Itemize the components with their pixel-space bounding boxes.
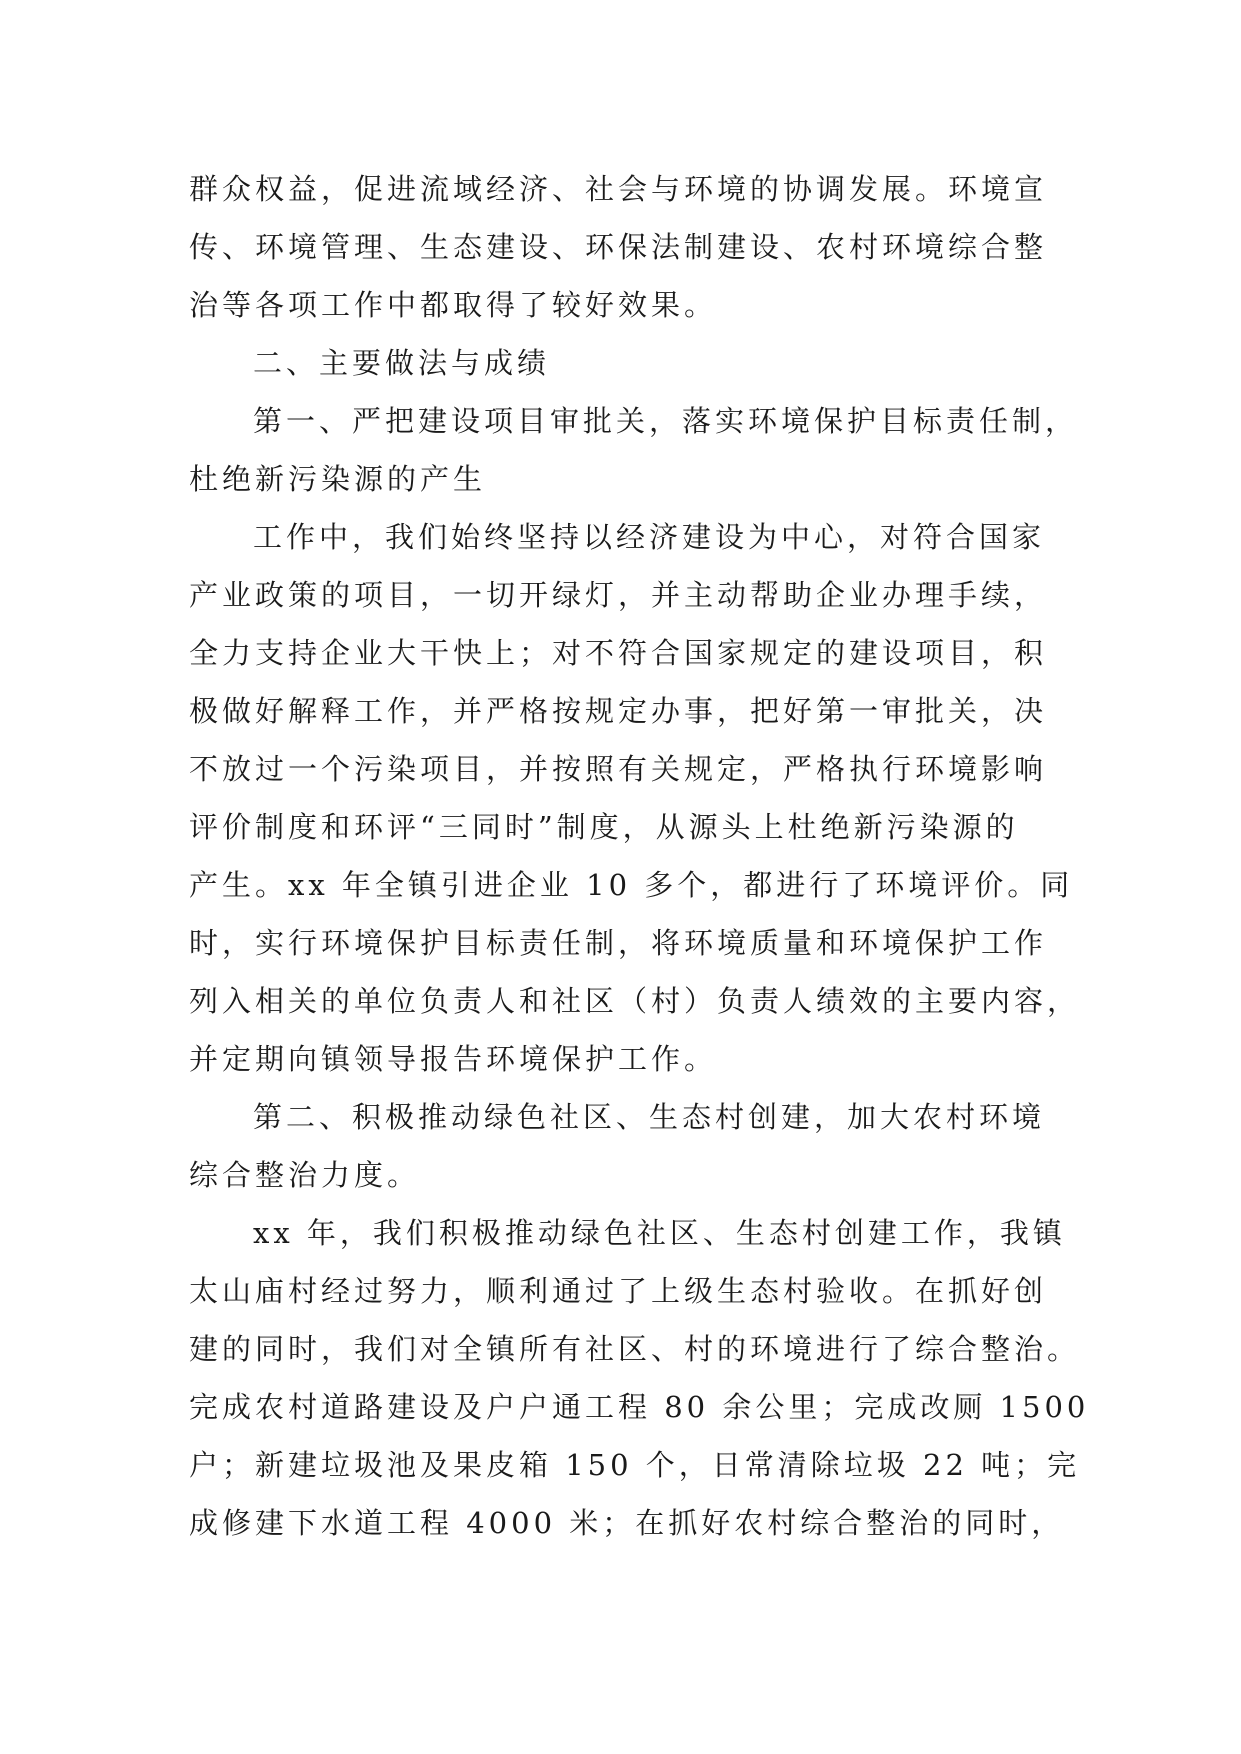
paragraph-line: 产生。xx 年全镇引进企业 10 多个，都进行了环境评价。同	[189, 868, 1074, 902]
paragraph-line: 产业政策的项目，一切开绿灯，并主动帮助企业办理手续，	[189, 578, 1048, 612]
paragraph-line: 建的同时，我们对全镇所有社区、村的环境进行了综合整治。	[189, 1332, 1081, 1366]
subsection-heading: 第二、积极推动绿色社区、生态村创建，加大农村环境	[253, 1100, 1046, 1134]
subsection-heading: 第一、严把建设项目审批关，落实环境保护目标责任制，	[253, 404, 1079, 438]
paragraph-line: 并定期向镇领导报告环境保护工作。	[189, 1042, 718, 1076]
paragraph-line: 群众权益，促进流域经济、社会与环境的协调发展。环境宣	[189, 172, 1048, 206]
paragraph-line: 工作中，我们始终坚持以经济建设为中心，对符合国家	[253, 520, 1046, 554]
paragraph-line: 全力支持企业大干快上；对不符合国家规定的建设项目，积	[189, 636, 1048, 670]
paragraph-line: 成修建下水道工程 4000 米；在抓好农村综合整治的同时，	[189, 1506, 1065, 1540]
subsection-heading: 综合整治力度。	[189, 1158, 421, 1192]
paragraph-line: 时，实行环境保护目标责任制，将环境质量和环境保护工作	[189, 926, 1048, 960]
paragraph-line: xx 年，我们积极推动绿色社区、生态村创建工作，我镇	[253, 1216, 1066, 1250]
paragraph-line: 完成农村道路建设及户户通工程 80 余公里；完成改厕 1500	[189, 1390, 1090, 1424]
subsection-heading: 杜绝新污染源的产生	[189, 462, 487, 496]
section-heading: 二、主要做法与成绩	[253, 346, 551, 380]
paragraph-line: 评价制度和环评“三同时”制度，从源头上杜绝新污染源的	[189, 810, 1019, 844]
paragraph-line: 治等各项工作中都取得了较好效果。	[189, 288, 718, 322]
paragraph-line: 极做好解释工作，并严格按规定办事，把好第一审批关，决	[189, 694, 1048, 728]
paragraph-line: 太山庙村经过努力，顺利通过了上级生态村验收。在抓好创	[189, 1274, 1048, 1308]
paragraph-line: 传、环境管理、生态建设、环保法制建设、农村环境综合整	[189, 230, 1048, 264]
paragraph-line: 不放过一个污染项目，并按照有关规定，严格执行环境影响	[189, 752, 1048, 786]
paragraph-line: 户；新建垃圾池及果皮箱 150 个，日常清除垃圾 22 吨；完	[189, 1448, 1081, 1482]
document-body	[189, 160, 1090, 1552]
paragraph-line: 列入相关的单位负责人和社区（村）负责人绩效的主要内容，	[189, 984, 1081, 1018]
